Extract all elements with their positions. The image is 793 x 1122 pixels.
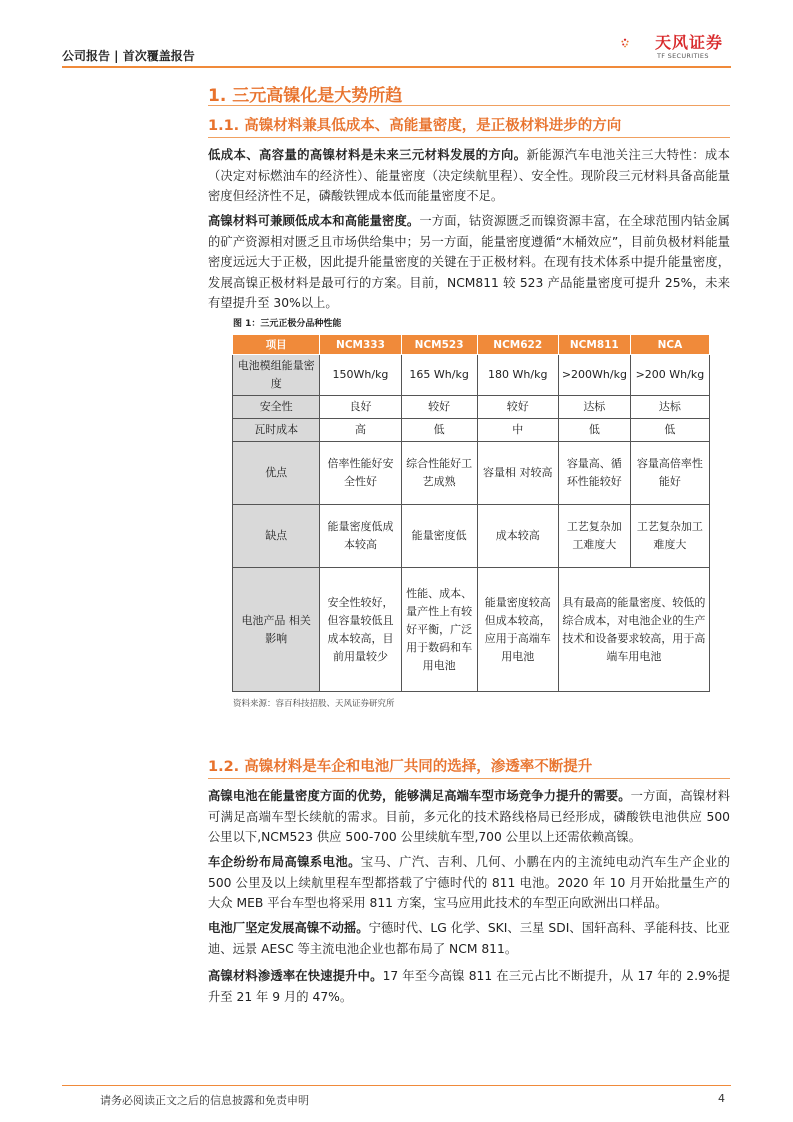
paragraph-body: 一方面，高镍材料可满足高端车型长续航的需求。目前，多元化的技术路线格局已经形成，磷酸铁电池供应 500 公里以下,NCM523 供应 500-700 公里续航车型,700 公里以上还需依赖高镍。 xyxy=(208,789,730,844)
table-cell: 容量高倍率性能好 xyxy=(630,442,709,505)
section-1-1-heading: 1.1. 高镍材料兼具低成本、高能量密度，是正极材料进步的方向 xyxy=(208,118,622,134)
table-cell: 综合性能好工艺成熟 xyxy=(401,442,477,505)
table-cell: 能量密度低成本较高 xyxy=(320,505,401,568)
section-1-1-divider xyxy=(208,137,730,138)
column-header: NCM811 xyxy=(558,335,630,355)
tf-securities-logo-icon xyxy=(620,26,654,60)
table-cell: 165 Wh/kg xyxy=(401,355,477,396)
table-cell: 达标 xyxy=(630,396,709,419)
table-cell: 倍率性能好安全性好 xyxy=(320,442,401,505)
table-cell: 能量密度较高但成本较高，应用于高端车用电池 xyxy=(477,568,558,692)
table-cell: 容量相 对较高 xyxy=(477,442,558,505)
paragraph-body: 17 年至今高镍 811 在三元占比不断提升，从 17 年的 2.9%提升至 21 年 9 月的 47%。 xyxy=(208,969,730,1004)
table-cell: 成本较高 xyxy=(477,505,558,568)
table-header-row xyxy=(233,335,710,355)
table-cell: 低 xyxy=(401,419,477,442)
paragraph-1-1-a xyxy=(208,145,730,207)
table-row xyxy=(233,442,710,505)
table-cell: 150Wh/kg xyxy=(320,355,401,396)
logo-name: 天风证券 xyxy=(655,33,724,52)
table-cell: 能量密度低 xyxy=(401,505,477,568)
footer-disclaimer: 请务必阅读正文之后的信息披露和免责申明 xyxy=(100,1094,309,1107)
paragraph-lead: 高镍电池在能量密度方面的优势，能够满足高端车型市场竞争力提升的需要。 xyxy=(208,789,631,803)
header-divider xyxy=(62,66,731,68)
paragraph-body: 宁德时代、LG 化学、SKI、三星 SDI、国轩高科、孚能科技、比亚迪、远景 AESC 等主流电池企业也都布局了 NCM 811。 xyxy=(208,921,730,956)
column-header: 项目 xyxy=(233,335,320,355)
table-cell: 性能、成本、量产性上有较好平衡，广泛用于数码和车用电池 xyxy=(401,568,477,692)
section-1-divider xyxy=(208,105,730,106)
table-cell: 安全性较好，但容量较低且成本较高，目前用量较少 xyxy=(320,568,401,692)
table-row xyxy=(233,568,710,692)
table-cell: 工艺复杂加工难度大 xyxy=(558,505,630,568)
table-cell: 180 Wh/kg xyxy=(477,355,558,396)
table-row xyxy=(233,419,710,442)
column-header: NCM622 xyxy=(477,335,558,355)
paragraph-1-2-c xyxy=(208,918,730,959)
table-cell: 中 xyxy=(477,419,558,442)
column-header: NCM333 xyxy=(320,335,401,355)
table-cell: >200Wh/kg xyxy=(558,355,630,396)
column-header: NCA xyxy=(630,335,709,355)
paragraph-1-2-b xyxy=(208,852,730,914)
paragraph-body: 一方面，钴资源匮乏而镍资源丰富，在全球范围内钴金属的矿产资源相对匮乏且市场供给集中；另一方面，能量密度遵循“木桶效应”，目前负极材料能量密度远远大于正极，因此提升能量密度的关键在于正极材料。在现有技术体系中提升能量密度，发展高镍正极材料是最可行的方案。目前，NCM811 较 523 产品能量密度可提升 25%，未来有望提升至 30%以上。 xyxy=(208,214,730,310)
table-cell: 较好 xyxy=(477,396,558,419)
paragraph-1-2-a xyxy=(208,786,730,848)
table-cell: 工艺复杂加工难度大 xyxy=(630,505,709,568)
section-1-2-heading: 1.2. 高镍材料是车企和电池厂共同的选择，渗透率不断提升 xyxy=(208,759,593,775)
row-label: 电池模组能量密度 xyxy=(233,355,320,396)
table-cell: 低 xyxy=(630,419,709,442)
row-label: 瓦时成本 xyxy=(233,419,320,442)
paragraph-1-2-d xyxy=(208,966,730,1007)
row-label: 优点 xyxy=(233,442,320,505)
row-label: 电池产品 相关影响 xyxy=(233,568,320,692)
table-cell: >200 Wh/kg xyxy=(630,355,709,396)
paragraph-body: 新能源汽车电池关注三大特性：成本（决定对标燃油车的经济性）、能量密度（决定续航里程）、安全性。现阶段三元材料具备高能量密度但经济性不足，磷酸铁锂成本低而能量密度不足。 xyxy=(208,148,730,203)
figure-1-title: 图 1：三元正极分品种性能 xyxy=(233,319,342,329)
section-1-2-divider xyxy=(208,778,730,779)
table-cell: 较好 xyxy=(401,396,477,419)
table-cell: 低 xyxy=(558,419,630,442)
section-1-heading: 1. 三元高镍化是大势所趋 xyxy=(208,86,403,106)
table-row xyxy=(233,396,710,419)
table-cell: 高 xyxy=(320,419,401,442)
figure-source: 资料来源：容百科技招股、天风证券研究所 xyxy=(233,699,395,709)
report-type-label: 公司报告 | 首次覆盖报告 xyxy=(62,49,195,63)
column-header: NCM523 xyxy=(401,335,477,355)
paragraph-lead: 高镍材料可兼顾低成本和高能量密度。 xyxy=(208,214,420,228)
table-cell: 具有最高的能量密度、较低的综合成本，对电池企业的生产技术和设备要求较高，用于高端车用电池 xyxy=(558,568,709,692)
paragraph-1-1-b xyxy=(208,211,730,314)
paragraph-lead: 电池厂坚定发展高镍不动摇。 xyxy=(208,921,369,935)
page-number: 4 xyxy=(718,1092,725,1105)
footer-divider xyxy=(62,1085,731,1086)
table-cell: 容量高、循环性能较好 xyxy=(558,442,630,505)
cathode-spec-table xyxy=(232,334,710,692)
table-cell: 达标 xyxy=(558,396,630,419)
logo-english-name: TF SECURITIES xyxy=(657,52,709,60)
paragraph-lead: 车企纷纷布局高镍系电池。 xyxy=(208,855,361,869)
table-cell: 良好 xyxy=(320,396,401,419)
paragraph-body: 宝马、广汽、吉利、几何、小鹏在内的主流纯电动汽车生产企业的 500 公里及以上续航里程车型都搭载了宁德时代的 811 电池。2020 年 10 月开始批量生产的大众 MEB 平台车型也将采用 811 方案，宝马应用此技术的车型正向欧洲出口样品。 xyxy=(208,855,730,910)
table-row xyxy=(233,505,710,568)
table-row xyxy=(233,355,710,396)
row-label: 安全性 xyxy=(233,396,320,419)
row-label: 缺点 xyxy=(233,505,320,568)
paragraph-lead: 高镍材料渗透率在快速提升中。 xyxy=(208,969,383,983)
paragraph-lead: 低成本、高容量的高镍材料是未来三元材料发展的方向。 xyxy=(208,148,527,162)
